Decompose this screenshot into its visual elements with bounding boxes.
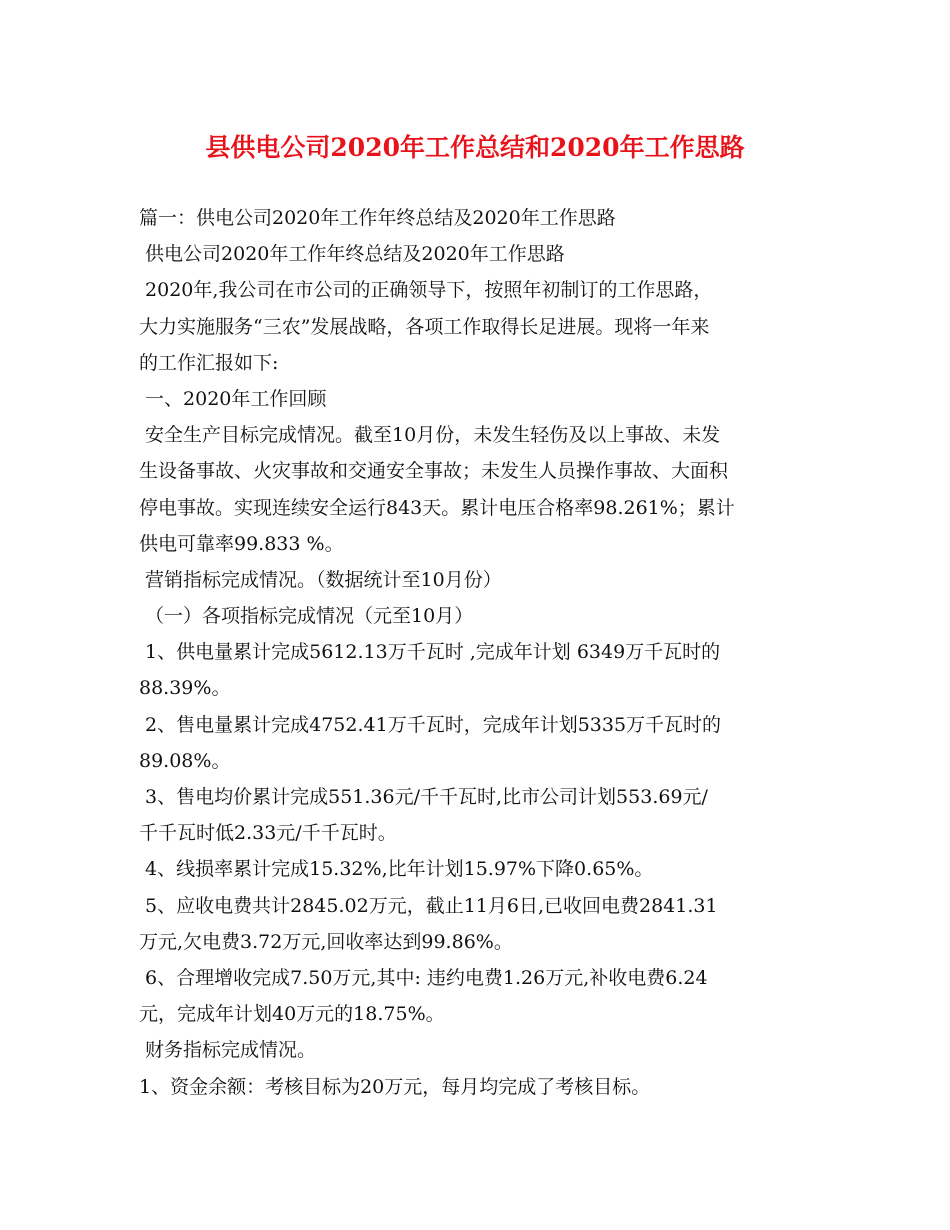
text-line: 4、线损率累计完成15.32%,比年计划15.97%下降0.65%。 xyxy=(139,858,654,881)
document-title: 县供电公司2020年工作总结和2020年工作思路 xyxy=(205,133,745,162)
text-line: 供电可靠率99.833 %。 xyxy=(139,532,344,555)
text-line: 万元,欠电费3.72万元,回收率达到99.86%。 xyxy=(139,930,513,953)
text-line: 2、售电量累计完成4752.41万千瓦时，完成年计划5335万千瓦时的 xyxy=(139,713,722,736)
text-line: 一、2020年工作回顾 xyxy=(139,387,327,410)
text-line: 88.39%。 xyxy=(139,677,231,700)
text-line: 营销指标完成情况。（数据统计至10月份） xyxy=(139,568,502,591)
text-line: 5、应收电费共计2845.02万元，截止11月6日,已收回电费2841.31 xyxy=(139,894,718,917)
text-line: 6、合理增收完成7.50万元,其中: 违约电费1.26万元,补收电费6.24 xyxy=(139,966,708,989)
text-line: 安全生产目标完成情况。截至10月份，未发生轻伤及以上事故、未发 xyxy=(139,424,721,447)
text-line: （一）各项指标完成情况（元至10月） xyxy=(139,605,474,628)
text-line: 生设备事故、火灾事故和交通安全事故；未发生人员操作事故、大面积 xyxy=(139,460,729,483)
text-line: 2020年,我公司在市公司的正确领导下，按照年初制订的工作思路， xyxy=(139,279,713,302)
text-line: 元，完成年计划40万元的18.75%。 xyxy=(139,1003,445,1026)
text-line: 千千瓦时低2.33元/千千瓦时。 xyxy=(139,822,397,845)
text-line: 89.08%。 xyxy=(139,749,231,772)
text-line: 1、资金余额：考核目标为20万元，每月均完成了考核目标。 xyxy=(139,1075,651,1098)
text-line: 大力实施服务“三农”发展战略，各项工作取得长足进展。现将一年来 xyxy=(139,315,710,338)
text-line: 1、供电量累计完成5612.13万千瓦时 ,完成年计划 6349万千瓦时的 xyxy=(139,641,721,664)
text-line: 停电事故。实现连续安全运行843天。累计电压合格率98.261%；累计 xyxy=(139,496,735,519)
text-line: 3、售电均价累计完成551.36元/千千瓦时,比市公司计划553.69元/ xyxy=(139,786,708,808)
text-line: 供电公司2020年工作年终总结及2020年工作思路 xyxy=(139,243,565,266)
document-body xyxy=(139,200,819,1105)
text-line: 的工作汇报如下: xyxy=(139,351,279,374)
text-line: 财务指标完成情况。 xyxy=(139,1039,317,1062)
text-line: 篇一：供电公司2020年工作年终总结及2020年工作思路 xyxy=(139,207,616,229)
